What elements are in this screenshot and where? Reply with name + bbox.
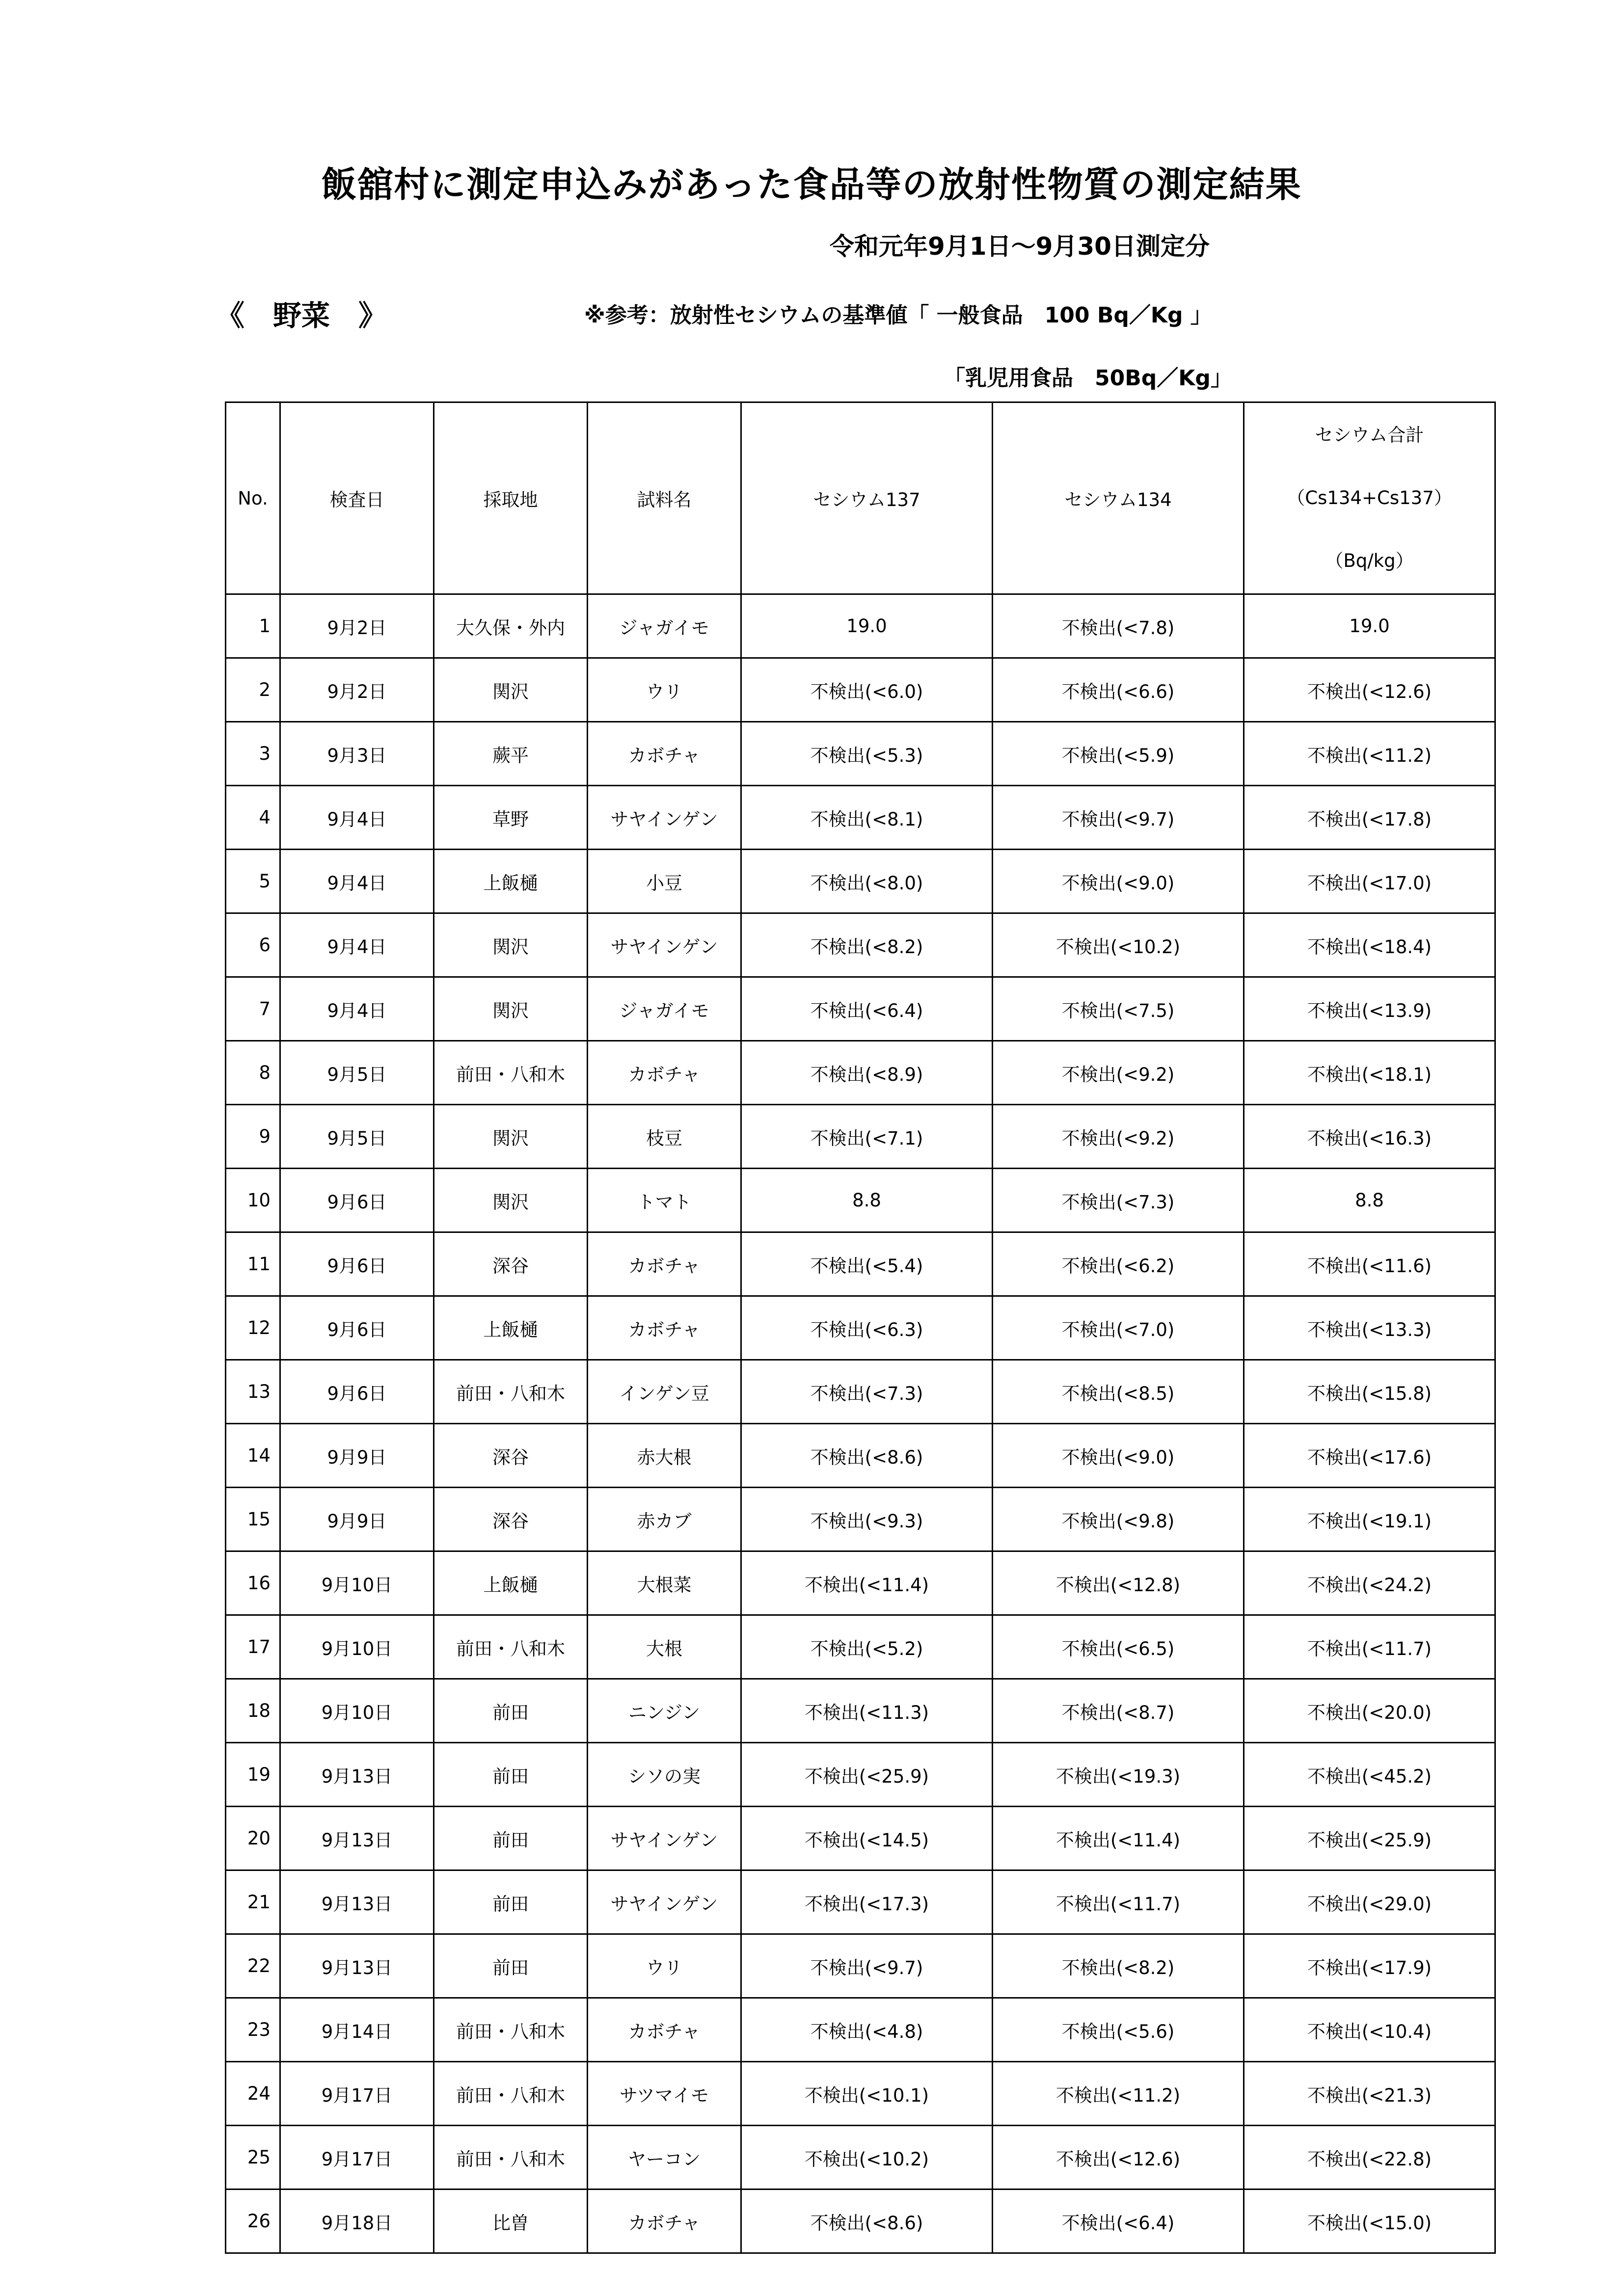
cell-total: 不検出(<16.3)	[1244, 1105, 1495, 1169]
cell-sample: 大根	[588, 1615, 741, 1679]
cell-cs137: 不検出(<11.3)	[741, 1679, 993, 1743]
cell-cs137: 不検出(<8.0)	[741, 850, 993, 913]
cell-date: 9月4日	[280, 850, 434, 913]
cell-location: 前田・八和木	[434, 1615, 588, 1679]
cell-location: 前田	[434, 1807, 588, 1870]
table-row	[226, 1615, 1495, 1679]
results-table	[225, 401, 1496, 2254]
cell-cs134: 不検出(<7.0)	[993, 1296, 1244, 1360]
cell-no: 6	[226, 913, 280, 977]
cell-cs137: 不検出(<14.5)	[741, 1807, 993, 1870]
cell-location: 関沢	[434, 1105, 588, 1169]
cell-cs134: 不検出(<9.2)	[993, 1041, 1244, 1105]
measurement-period: 令和元年9月1日～9月30日測定分	[830, 232, 1210, 261]
cell-sample: カボチャ	[588, 1998, 741, 2062]
header-date: 検査日	[280, 402, 434, 594]
cell-no: 2	[226, 658, 280, 722]
cell-sample: カボチャ	[588, 1296, 741, 1360]
cell-date: 9月13日	[280, 1870, 434, 1934]
cell-no: 5	[226, 850, 280, 913]
table-row	[226, 1679, 1495, 1743]
cell-date: 9月6日	[280, 1232, 434, 1296]
table-row	[226, 1041, 1495, 1105]
cell-sample: ウリ	[588, 658, 741, 722]
cell-cs134: 不検出(<11.7)	[993, 1870, 1244, 1934]
header-total-line3: （Bq/kg）	[1325, 550, 1414, 571]
header-location: 採取地	[434, 402, 588, 594]
cell-location: 前田	[434, 1870, 588, 1934]
reference-standard-general: ※参考：放射性セシウムの基準値「 一般食品 100 Bq／Kg 」	[584, 303, 1212, 328]
cell-total: 不検出(<19.1)	[1244, 1488, 1495, 1551]
cell-cs134: 不検出(<5.9)	[993, 722, 1244, 786]
cell-cs137: 不検出(<5.2)	[741, 1615, 993, 1679]
cell-location: 前田・八和木	[434, 1998, 588, 2062]
table-row	[226, 658, 1495, 722]
cell-cs137: 不検出(<25.9)	[741, 1743, 993, 1807]
cell-cs137: 不検出(<8.6)	[741, 1424, 993, 1488]
cell-cs137: 8.8	[741, 1169, 993, 1232]
cell-date: 9月13日	[280, 1743, 434, 1807]
cell-no: 4	[226, 786, 280, 850]
cell-location: 関沢	[434, 977, 588, 1041]
cell-cs134: 不検出(<7.5)	[993, 977, 1244, 1041]
cell-cs137: 不検出(<9.7)	[741, 1934, 993, 1998]
table-row	[226, 850, 1495, 913]
header-total	[1244, 402, 1495, 594]
category-heading: 《 野菜 》	[216, 299, 387, 332]
cell-date: 9月2日	[280, 658, 434, 722]
cell-cs134: 不検出(<9.7)	[993, 786, 1244, 850]
cell-total: 不検出(<29.0)	[1244, 1870, 1495, 1934]
cell-cs134: 不検出(<9.2)	[993, 1105, 1244, 1169]
cell-total: 不検出(<11.2)	[1244, 722, 1495, 786]
cell-cs137: 不検出(<5.4)	[741, 1232, 993, 1296]
cell-location: 関沢	[434, 913, 588, 977]
cell-cs134: 不検出(<11.2)	[993, 2062, 1244, 2126]
cell-location: 関沢	[434, 1169, 588, 1232]
cell-sample: カボチャ	[588, 2189, 741, 2253]
cell-date: 9月4日	[280, 786, 434, 850]
cell-no: 23	[226, 1998, 280, 2062]
cell-sample: カボチャ	[588, 1041, 741, 1105]
cell-sample: 小豆	[588, 850, 741, 913]
cell-no: 14	[226, 1424, 280, 1488]
cell-location: 前田	[434, 1743, 588, 1807]
table-row	[226, 1360, 1495, 1424]
cell-location: 深谷	[434, 1488, 588, 1551]
cell-cs137: 不検出(<4.8)	[741, 1998, 993, 2062]
cell-cs134: 不検出(<12.6)	[993, 2126, 1244, 2189]
cell-location: 上飯樋	[434, 1296, 588, 1360]
header-cs137: セシウム137	[741, 402, 993, 594]
cell-total: 不検出(<13.3)	[1244, 1296, 1495, 1360]
cell-cs137: 不検出(<6.0)	[741, 658, 993, 722]
cell-date: 9月13日	[280, 1934, 434, 1998]
cell-cs137: 不検出(<7.1)	[741, 1105, 993, 1169]
cell-cs134: 不検出(<7.3)	[993, 1169, 1244, 1232]
cell-date: 9月2日	[280, 594, 434, 658]
cell-date: 9月5日	[280, 1105, 434, 1169]
cell-no: 21	[226, 1870, 280, 1934]
cell-sample: ジャガイモ	[588, 977, 741, 1041]
cell-total: 不検出(<17.9)	[1244, 1934, 1495, 1998]
table-body	[226, 594, 1495, 2253]
cell-no: 3	[226, 722, 280, 786]
cell-sample: 赤大根	[588, 1424, 741, 1488]
cell-sample: 枝豆	[588, 1105, 741, 1169]
header-sample: 試料名	[588, 402, 741, 594]
cell-date: 9月9日	[280, 1488, 434, 1551]
cell-sample: ニンジン	[588, 1679, 741, 1743]
cell-cs137: 不検出(<5.3)	[741, 722, 993, 786]
cell-cs134: 不検出(<6.5)	[993, 1615, 1244, 1679]
table-row	[226, 1169, 1495, 1232]
cell-total: 不検出(<17.0)	[1244, 850, 1495, 913]
table-row	[226, 594, 1495, 658]
cell-location: 比曽	[434, 2189, 588, 2253]
cell-sample: サツマイモ	[588, 2062, 741, 2126]
cell-total: 不検出(<10.4)	[1244, 1998, 1495, 2062]
cell-cs137: 不検出(<8.6)	[741, 2189, 993, 2253]
cell-cs137: 不検出(<11.4)	[741, 1551, 993, 1615]
cell-cs137: 不検出(<8.9)	[741, 1041, 993, 1105]
cell-date: 9月5日	[280, 1041, 434, 1105]
cell-location: 前田・八和木	[434, 1360, 588, 1424]
header-cs134: セシウム134	[993, 402, 1244, 594]
cell-sample: ウリ	[588, 1934, 741, 1998]
cell-sample: カボチャ	[588, 1232, 741, 1296]
table-row	[226, 1488, 1495, 1551]
cell-date: 9月13日	[280, 1807, 434, 1870]
table-row	[226, 1296, 1495, 1360]
cell-date: 9月3日	[280, 722, 434, 786]
cell-date: 9月17日	[280, 2062, 434, 2126]
cell-location: 深谷	[434, 1232, 588, 1296]
cell-cs134: 不検出(<19.3)	[993, 1743, 1244, 1807]
cell-cs137: 19.0	[741, 594, 993, 658]
cell-total: 不検出(<15.8)	[1244, 1360, 1495, 1424]
cell-no: 12	[226, 1296, 280, 1360]
cell-no: 18	[226, 1679, 280, 1743]
cell-no: 11	[226, 1232, 280, 1296]
cell-date: 9月6日	[280, 1360, 434, 1424]
cell-cs137: 不検出(<8.1)	[741, 786, 993, 850]
reference-standard-infant: 「乳児用食品 50Bq／Kg」	[944, 366, 1232, 391]
cell-date: 9月17日	[280, 2126, 434, 2189]
cell-sample: シソの実	[588, 1743, 741, 1807]
cell-cs134: 不検出(<8.5)	[993, 1360, 1244, 1424]
cell-total: 不検出(<12.6)	[1244, 658, 1495, 722]
cell-no: 15	[226, 1488, 280, 1551]
cell-total: 不検出(<17.8)	[1244, 786, 1495, 850]
cell-cs134: 不検出(<6.2)	[993, 1232, 1244, 1296]
cell-sample: 赤カブ	[588, 1488, 741, 1551]
cell-no: 22	[226, 1934, 280, 1998]
cell-total: 不検出(<20.0)	[1244, 1679, 1495, 1743]
cell-cs134: 不検出(<9.0)	[993, 850, 1244, 913]
cell-cs134: 不検出(<8.2)	[993, 1934, 1244, 1998]
cell-total: 19.0	[1244, 594, 1495, 658]
cell-no: 13	[226, 1360, 280, 1424]
cell-cs134: 不検出(<6.6)	[993, 658, 1244, 722]
cell-no: 10	[226, 1169, 280, 1232]
cell-cs134: 不検出(<9.8)	[993, 1488, 1244, 1551]
cell-cs134: 不検出(<7.8)	[993, 594, 1244, 658]
cell-cs137: 不検出(<9.3)	[741, 1488, 993, 1551]
cell-sample: カボチャ	[588, 722, 741, 786]
table-row	[226, 1998, 1495, 2062]
table-header-row	[226, 402, 1495, 594]
cell-location: 蕨平	[434, 722, 588, 786]
cell-date: 9月6日	[280, 1169, 434, 1232]
header-total-line2: （Cs134+Cs137）	[1287, 487, 1452, 508]
cell-location: 前田・八和木	[434, 1041, 588, 1105]
cell-cs134: 不検出(<11.4)	[993, 1807, 1244, 1870]
cell-sample: サヤインゲン	[588, 913, 741, 977]
cell-total: 不検出(<11.6)	[1244, 1232, 1495, 1296]
document-title: 飯舘村に測定申込みがあった食品等の放射性物質の測定結果	[321, 164, 1302, 205]
table-row	[226, 2126, 1495, 2189]
cell-sample: サヤインゲン	[588, 1807, 741, 1870]
cell-no: 8	[226, 1041, 280, 1105]
cell-no: 1	[226, 594, 280, 658]
cell-no: 26	[226, 2189, 280, 2253]
cell-cs134: 不検出(<8.7)	[993, 1679, 1244, 1743]
cell-location: 前田	[434, 1679, 588, 1743]
cell-sample: サヤインゲン	[588, 786, 741, 850]
cell-location: 前田・八和木	[434, 2062, 588, 2126]
cell-sample: 大根菜	[588, 1551, 741, 1615]
cell-sample: トマト	[588, 1169, 741, 1232]
cell-date: 9月4日	[280, 913, 434, 977]
cell-cs137: 不検出(<6.3)	[741, 1296, 993, 1360]
cell-sample: ジャガイモ	[588, 594, 741, 658]
cell-sample: ヤーコン	[588, 2126, 741, 2189]
cell-cs137: 不検出(<7.3)	[741, 1360, 993, 1424]
cell-cs137: 不検出(<10.1)	[741, 2062, 993, 2126]
cell-location: 大久保・外内	[434, 594, 588, 658]
cell-location: 関沢	[434, 658, 588, 722]
cell-cs137: 不検出(<8.2)	[741, 913, 993, 977]
cell-cs134: 不検出(<10.2)	[993, 913, 1244, 977]
cell-cs134: 不検出(<9.0)	[993, 1424, 1244, 1488]
cell-location: 草野	[434, 786, 588, 850]
table-row	[226, 786, 1495, 850]
cell-date: 9月10日	[280, 1615, 434, 1679]
cell-total: 不検出(<22.8)	[1244, 2126, 1495, 2189]
table-row	[226, 2189, 1495, 2253]
cell-no: 24	[226, 2062, 280, 2126]
cell-cs137: 不検出(<17.3)	[741, 1870, 993, 1934]
cell-location: 深谷	[434, 1424, 588, 1488]
header-total-line1: セシウム合計	[1315, 425, 1424, 446]
cell-sample: インゲン豆	[588, 1360, 741, 1424]
cell-cs134: 不検出(<6.4)	[993, 2189, 1244, 2253]
cell-location: 上飯樋	[434, 1551, 588, 1615]
cell-date: 9月10日	[280, 1551, 434, 1615]
cell-no: 17	[226, 1615, 280, 1679]
cell-cs137: 不検出(<10.2)	[741, 2126, 993, 2189]
cell-total: 不検出(<17.6)	[1244, 1424, 1495, 1488]
cell-total: 不検出(<18.4)	[1244, 913, 1495, 977]
cell-no: 7	[226, 977, 280, 1041]
cell-sample: サヤインゲン	[588, 1870, 741, 1934]
table-row	[226, 1105, 1495, 1169]
cell-total: 不検出(<45.2)	[1244, 1743, 1495, 1807]
table-row	[226, 977, 1495, 1041]
cell-location: 上飯樋	[434, 850, 588, 913]
cell-cs137: 不検出(<6.4)	[741, 977, 993, 1041]
cell-total: 不検出(<25.9)	[1244, 1807, 1495, 1870]
cell-location: 前田	[434, 1934, 588, 1998]
cell-total: 8.8	[1244, 1169, 1495, 1232]
cell-no: 16	[226, 1551, 280, 1615]
cell-date: 9月4日	[280, 977, 434, 1041]
cell-no: 9	[226, 1105, 280, 1169]
table-row	[226, 1551, 1495, 1615]
table-row	[226, 1743, 1495, 1807]
table-row	[226, 1424, 1495, 1488]
table-row	[226, 1870, 1495, 1934]
cell-location: 前田・八和木	[434, 2126, 588, 2189]
cell-date: 9月10日	[280, 1679, 434, 1743]
table-row	[226, 1232, 1495, 1296]
cell-total: 不検出(<18.1)	[1244, 1041, 1495, 1105]
table-row	[226, 1807, 1495, 1870]
cell-date: 9月9日	[280, 1424, 434, 1488]
header-no: No.	[226, 402, 280, 594]
table-row	[226, 1934, 1495, 1998]
cell-total: 不検出(<13.9)	[1244, 977, 1495, 1041]
cell-total: 不検出(<15.0)	[1244, 2189, 1495, 2253]
cell-total: 不検出(<11.7)	[1244, 1615, 1495, 1679]
cell-total: 不検出(<21.3)	[1244, 2062, 1495, 2126]
table-row	[226, 2062, 1495, 2126]
cell-cs134: 不検出(<5.6)	[993, 1998, 1244, 2062]
cell-total: 不検出(<24.2)	[1244, 1551, 1495, 1615]
cell-date: 9月6日	[280, 1296, 434, 1360]
cell-no: 20	[226, 1807, 280, 1870]
cell-date: 9月14日	[280, 1998, 434, 2062]
table-row	[226, 722, 1495, 786]
cell-no: 19	[226, 1743, 280, 1807]
cell-cs134: 不検出(<12.8)	[993, 1551, 1244, 1615]
cell-date: 9月18日	[280, 2189, 434, 2253]
table-row	[226, 913, 1495, 977]
cell-no: 25	[226, 2126, 280, 2189]
